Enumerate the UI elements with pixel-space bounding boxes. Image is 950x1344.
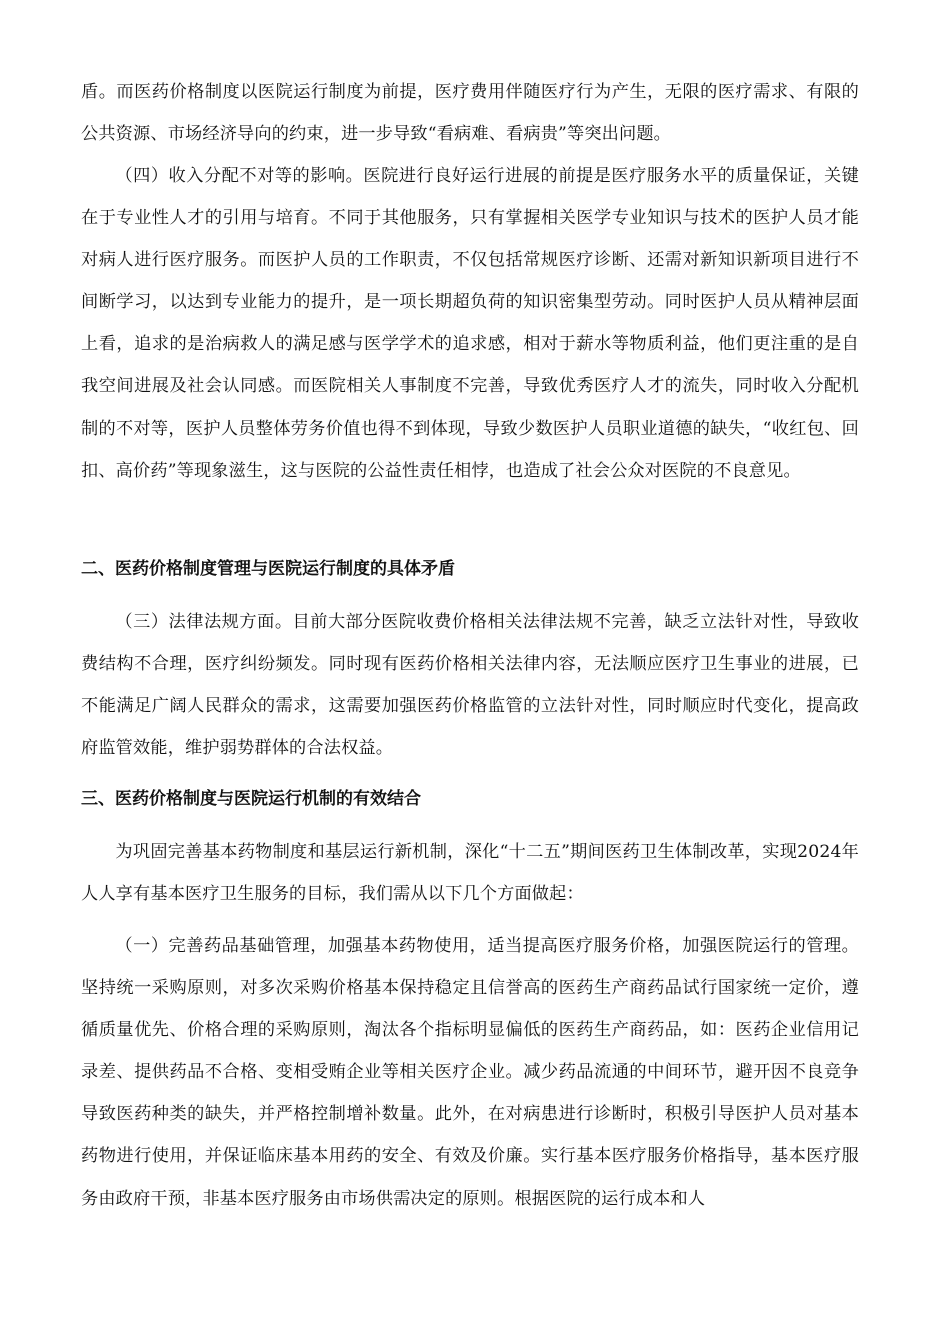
paragraph-drug-management: （一）完善药品基础管理，加强基本药物使用，适当提高医疗服务价格，加强医院运行的管理。坚持统一采购原则，对多次采购价格基本保持稳定且信誉高的医药生产商药品试行国家统一定价，遵循质量优先、价格合理的采购原则，淘汰各个指标明显偏低的医药生产商药品，如：医药企业信用记录差、提供药品不合格、变相受贿企业等相关医疗企业。减少药品流通的中间环节，避开因不良竞争导致医药种类的缺失，并严格控制增补数量。此外，在对病患进行诊断时，积极引导医护人员对基本药物进行使用，并保证临床基本用药的安全、有效及价廉。实行基本医疗服务价格指导，基本医疗服务由政府干预，非基本医疗服务由市场供需决定的原则。根据医院的运行成本和人: [81, 936, 859, 1209]
paragraph-income-distribution: （四）收入分配不对等的影响。医院进行良好运行进展的前提是医疗服务水平的质量保证，关键在于专业性人才的引用与培育。不同于其他服务，只有掌握相关医学专业知识与技术的医护人员才能对病人进行医疗服务。而医护人员的工作职责，不仅包括常规医疗诊断、还需对新知识新项目进行不间断学习，以达到专业能力的提升，是一项长期超负荷的知识密集型劳动。同时医护人员从精神层面上看，追求的是治病救人的满足感与医学学术的追求感，相对于薪水等物质利益，他们更注重的是自我空间进展及社会认同感。而医院相关人事制度不完善，导致优秀医疗人才的流失，同时收入分配机制的不对等，医护人员整体劳务价值也得不到体现，导致少数医护人员职业道德的缺失，“收红包、回扣、高价药”等现象滋生，这与医院的公益性责任相悖，也造成了社会公众对医院的不良意见。: [81, 166, 859, 481]
section-heading-3: 三、医药价格制度与医院运行机制的有效结合: [81, 789, 421, 809]
paragraph-continuation: 盾。而医药价格制度以医院运行制度为前提，医疗费用伴随医疗行为产生，无限的医疗需求、有限的公共资源、市场经济导向的约束，进一步导致“看病难、看病贵”等突出问题。: [81, 82, 859, 145]
paragraph-laws-regulations: （三）法律法规方面。目前大部分医院收费价格相关法律法规不完善，缺乏立法针对性，导致收费结构不合理，医疗纠纷频发。同时现有医药价格相关法律内容，无法顺应医疗卫生事业的进展，已不能满足广阔人民群众的需求，这需要加强医药价格监管的立法针对性，同时顺应时代变化，提高政府监管效能，维护弱势群体的合法权益。: [81, 612, 859, 759]
section-heading-2: 二、医药价格制度管理与医院运行制度的具体矛盾: [81, 559, 455, 579]
paragraph-intro-measures: 为巩固完善基本药物制度和基层运行新机制，深化“十二五”期间医药卫生体制改革，实现2024年人人享有基本医疗卫生服务的目标，我们需从以下几个方面做起：: [81, 842, 859, 905]
